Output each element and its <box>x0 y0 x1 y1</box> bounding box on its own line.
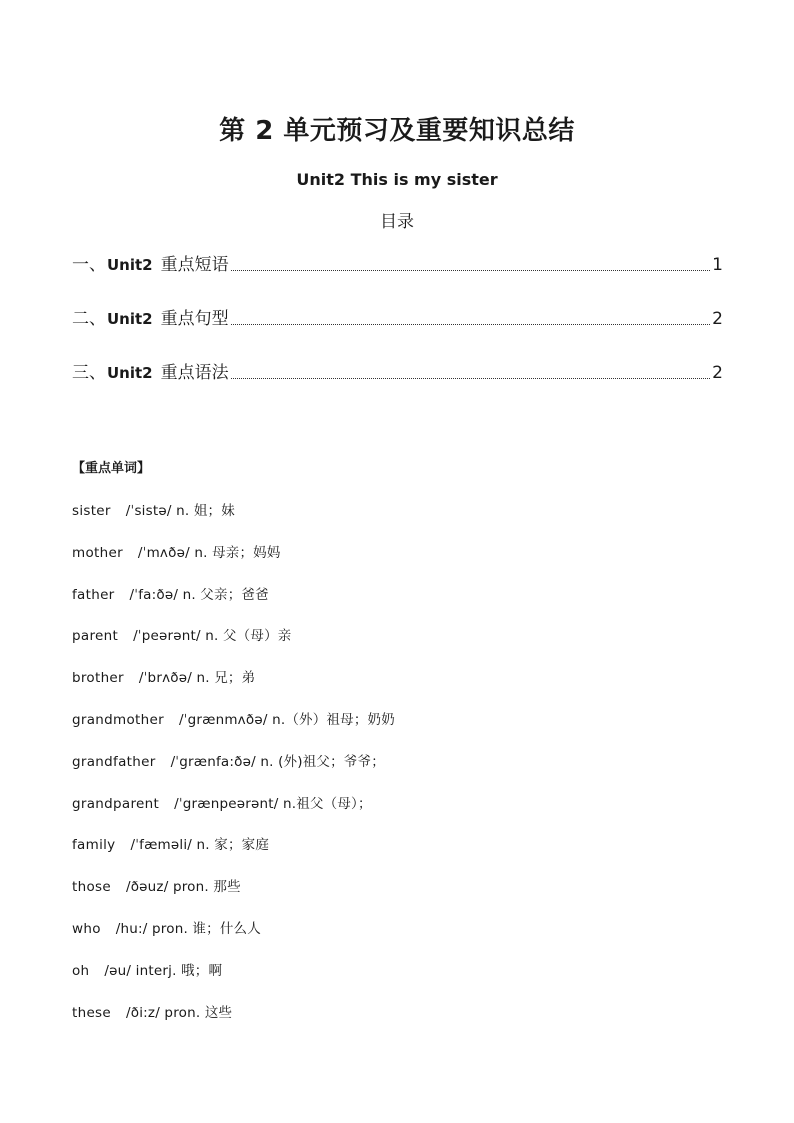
vocab-word: oh <box>72 962 90 979</box>
toc-entry-unit: Unit2 <box>107 256 153 274</box>
vocab-item <box>72 584 722 626</box>
toc-dot-leader <box>231 270 711 271</box>
vocab-item <box>72 960 722 1002</box>
vocab-definition: /ˈpeərənt/ n. 父（母）亲 <box>133 628 292 645</box>
vocab-item <box>72 500 722 542</box>
vocab-item <box>72 667 722 709</box>
toc-entry-3[interactable] <box>72 360 723 386</box>
page-subtitle: Unit2 This is my sister <box>296 170 498 189</box>
vocab-word: these <box>72 1004 111 1021</box>
table-of-contents <box>72 252 723 386</box>
vocab-item <box>72 918 722 960</box>
vocab-word: parent <box>72 628 119 645</box>
vocab-definition: /əu/ interj. 哦；啊 <box>104 962 223 979</box>
toc-entry-page: 1 <box>712 255 723 275</box>
vocab-definition: /ˈbrʌðə/ n. 兄；弟 <box>138 670 256 687</box>
toc-entry-number: 一、 <box>72 255 106 275</box>
vocab-word: father <box>72 586 115 603</box>
vocab-definition: /ˈmʌðə/ n. 母亲；妈妈 <box>137 544 281 561</box>
vocab-item <box>72 625 722 667</box>
vocab-word: grandfather <box>72 753 156 770</box>
vocab-word: who <box>72 920 101 937</box>
vocab-word: family <box>72 837 116 854</box>
vocab-definition: /ˈgrænfa:ðə/ n. (外)祖父；爷爷； <box>170 753 385 770</box>
toc-entry-text: 重点短语 <box>160 255 229 275</box>
vocab-word: brother <box>72 670 124 687</box>
vocab-definition: /hu:/ pron. 谁；什么人 <box>115 920 261 937</box>
toc-entry-unit: Unit2 <box>107 310 153 328</box>
vocab-word: grandmother <box>72 711 164 728</box>
vocab-definition: /ˈfa:ðə/ n. 父亲；爸爸 <box>129 586 269 603</box>
toc-dot-leader <box>231 378 711 379</box>
vocab-item <box>72 542 722 584</box>
vocab-item <box>72 834 722 876</box>
toc-entry-page: 2 <box>712 309 723 329</box>
vocab-section-label: 【重点单词】 <box>72 461 151 476</box>
vocab-definition: /ðəuz/ pron. 那些 <box>125 879 241 896</box>
toc-dot-leader <box>231 324 711 325</box>
vocab-definition: /ˈgrænpeərənt/ n.祖父（母）； <box>174 795 372 812</box>
toc-entry-1[interactable] <box>72 252 723 278</box>
page-title: 第 2 单元预习及重要知识总结 <box>219 116 575 146</box>
toc-entry-2[interactable] <box>72 306 723 332</box>
toc-entry-number: 三、 <box>72 363 106 383</box>
toc-entry-unit: Unit2 <box>107 364 153 382</box>
vocab-definition: /ði:z/ pron. 这些 <box>126 1004 233 1021</box>
toc-entry-number: 二、 <box>72 309 106 329</box>
toc-heading: 目录 <box>380 212 414 232</box>
vocab-definition: /ˈgrænmʌðə/ n.（外）祖母；奶奶 <box>178 711 395 728</box>
toc-entry-page: 2 <box>712 363 723 383</box>
toc-entry-text: 重点语法 <box>160 363 229 383</box>
vocab-word: those <box>72 879 111 896</box>
toc-entry-text: 重点句型 <box>160 309 229 329</box>
vocab-list <box>72 500 722 1043</box>
vocab-word: grandparent <box>72 795 160 812</box>
vocab-item <box>72 751 722 793</box>
vocab-item <box>72 876 722 918</box>
vocab-item <box>72 1002 722 1044</box>
vocab-item <box>72 793 722 835</box>
vocab-definition: /ˈsistə/ n. 姐；妹 <box>125 503 235 519</box>
vocab-item <box>72 709 722 751</box>
vocab-word: sister <box>72 503 111 519</box>
vocab-word: mother <box>72 544 123 561</box>
vocab-definition: /ˈfæməli/ n. 家；家庭 <box>130 837 270 854</box>
